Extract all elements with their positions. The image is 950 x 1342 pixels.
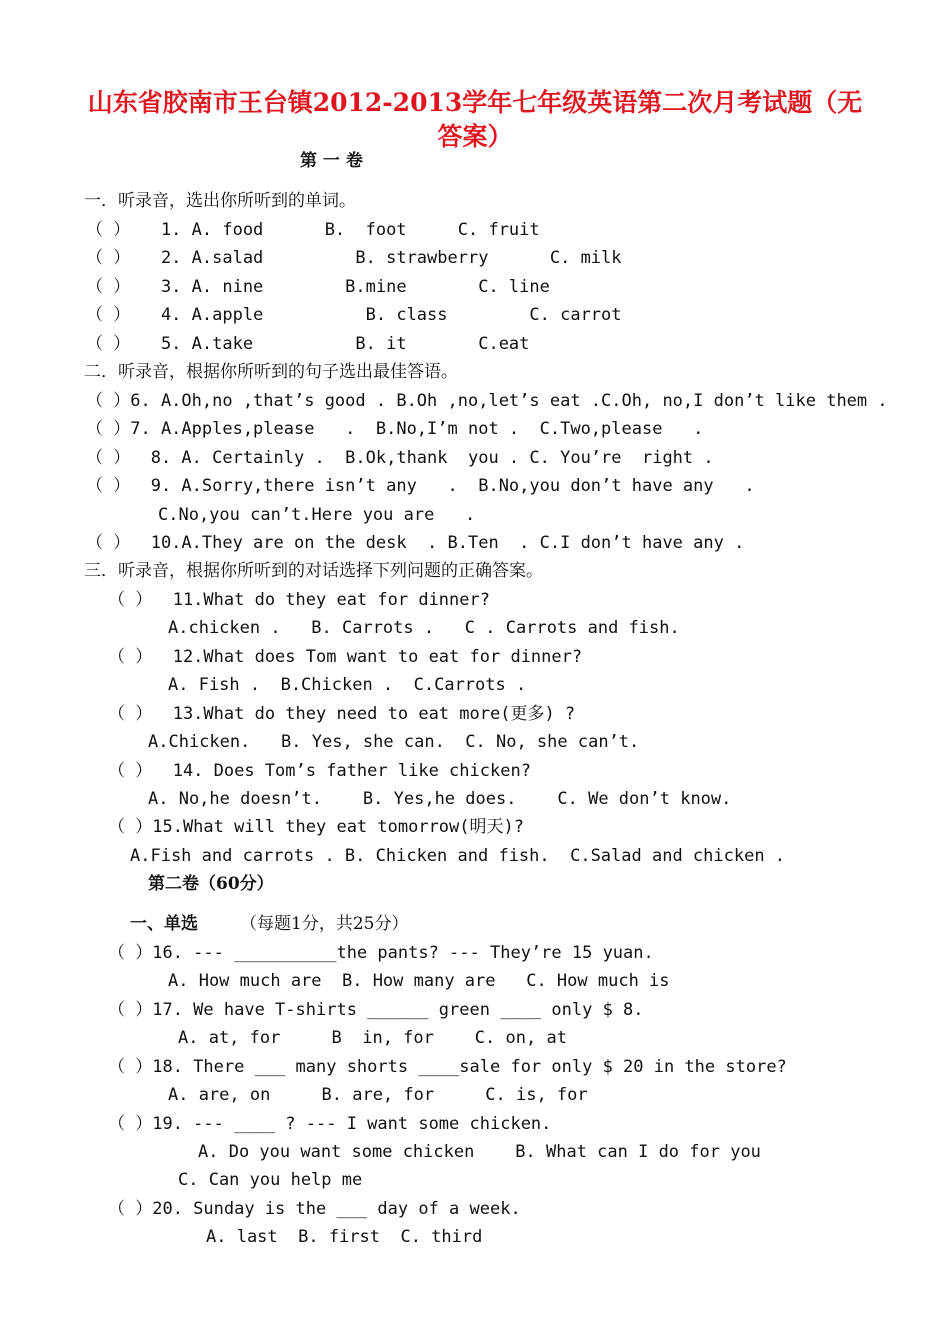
part-1-scoring-note: （每题1分，共25分） bbox=[240, 914, 409, 934]
question-16-options: A. How much are B. How many are C. How much is bbox=[168, 971, 670, 991]
question-13-options: A.Chicken. B. Yes, she can. C. No, she can’t. bbox=[148, 732, 640, 752]
question-19: （ ）19. --- ____ ? --- I want some chicken. bbox=[108, 1114, 552, 1134]
question-14-options: A. No,he doesn’t. B. Yes,he does. C. We don’t know. bbox=[148, 789, 732, 809]
question-12: （ ） 12.What does Tom want to eat for dinner? bbox=[108, 647, 583, 667]
question-15: （ ）15.What will they eat tomorrow(明天)? bbox=[108, 817, 524, 837]
question-18: （ ）18. There ___ many shorts ____sale for only $ 20 in the store? bbox=[108, 1057, 787, 1077]
question-17-options: A. at, for B in, for C. on, at bbox=[178, 1028, 567, 1048]
question-2: （ ） 2. A.salad B. strawberry C. milk bbox=[86, 248, 622, 268]
question-15-options: A.Fish and carrots . B. Chicken and fish. C.Salad and chicken . bbox=[130, 846, 786, 866]
volume-two-heading: 第二卷（60分） bbox=[148, 874, 274, 894]
question-7: （ ）7. A.Apples,please . B.No,I’m not . C.Two,please . bbox=[86, 419, 704, 439]
question-17: （ ）17. We have T-shirts ______ green ____ only $ 8. bbox=[108, 1000, 644, 1020]
question-20-options: A. last B. first C. third bbox=[206, 1227, 483, 1247]
question-11: （ ） 11.What do they eat for dinner? bbox=[108, 590, 490, 610]
question-18-options: A. are, on B. are, for C. is, for bbox=[168, 1085, 588, 1105]
section-1-heading: 一．听录音，选出你所听到的单词。 bbox=[84, 191, 356, 211]
page-title: 山东省胶南市王台镇2012-2013学年七年级英语第二次月考试题（无答案） bbox=[87, 88, 863, 151]
question-19-options-ab: A. Do you want some chicken B. What can I do for you bbox=[198, 1142, 761, 1162]
question-6: （ ）6. A.Oh,no ,that’s good . B.Oh ,no,let’s eat .C.Oh, no,I don’t like them . bbox=[86, 391, 888, 411]
part-1-heading: 一、单选 bbox=[130, 914, 198, 934]
question-9: （ ） 9. A.Sorry,there isn’t any . B.No,you don’t have any . bbox=[86, 476, 755, 496]
volume-one-heading: 第 一 卷 bbox=[300, 151, 363, 171]
question-8: （ ） 8. A. Certainly . B.Ok,thank you . C. You’re right . bbox=[86, 448, 714, 468]
question-5: （ ） 5. A.take B. it C.eat bbox=[86, 334, 530, 354]
question-20: （ ）20. Sunday is the ___ day of a week. bbox=[108, 1199, 521, 1219]
question-10: （ ） 10.A.They are on the desk . B.Ten . C.I don’t have any . bbox=[86, 533, 745, 553]
question-12-options: A. Fish . B.Chicken . C.Carrots . bbox=[168, 675, 527, 695]
question-11-options: A.chicken . B. Carrots . C . Carrots and fish. bbox=[168, 618, 680, 638]
question-19-option-c: C. Can you help me bbox=[178, 1170, 363, 1190]
question-3: （ ） 3. A. nine B.mine C. line bbox=[86, 277, 550, 297]
section-3-heading: 三．听录音，根据你所听到的对话选择下列问题的正确答案。 bbox=[84, 561, 543, 581]
question-9-option-c: C.No,you can’t.Here you are . bbox=[158, 505, 476, 525]
question-14: （ ） 14. Does Tom’s father like chicken? bbox=[108, 761, 531, 781]
question-16: （ ）16. --- __________the pants? --- They’re 15 yuan. bbox=[108, 943, 654, 963]
question-1: （ ） 1. A. food B. foot C. fruit bbox=[86, 220, 540, 240]
question-4: （ ） 4. A.apple B. class C. carrot bbox=[86, 305, 622, 325]
question-13: （ ） 13.What do they need to eat more(更多) ? bbox=[108, 704, 576, 724]
section-2-heading: 二．听录音，根据你所听到的句子选出最佳答语。 bbox=[84, 362, 458, 382]
